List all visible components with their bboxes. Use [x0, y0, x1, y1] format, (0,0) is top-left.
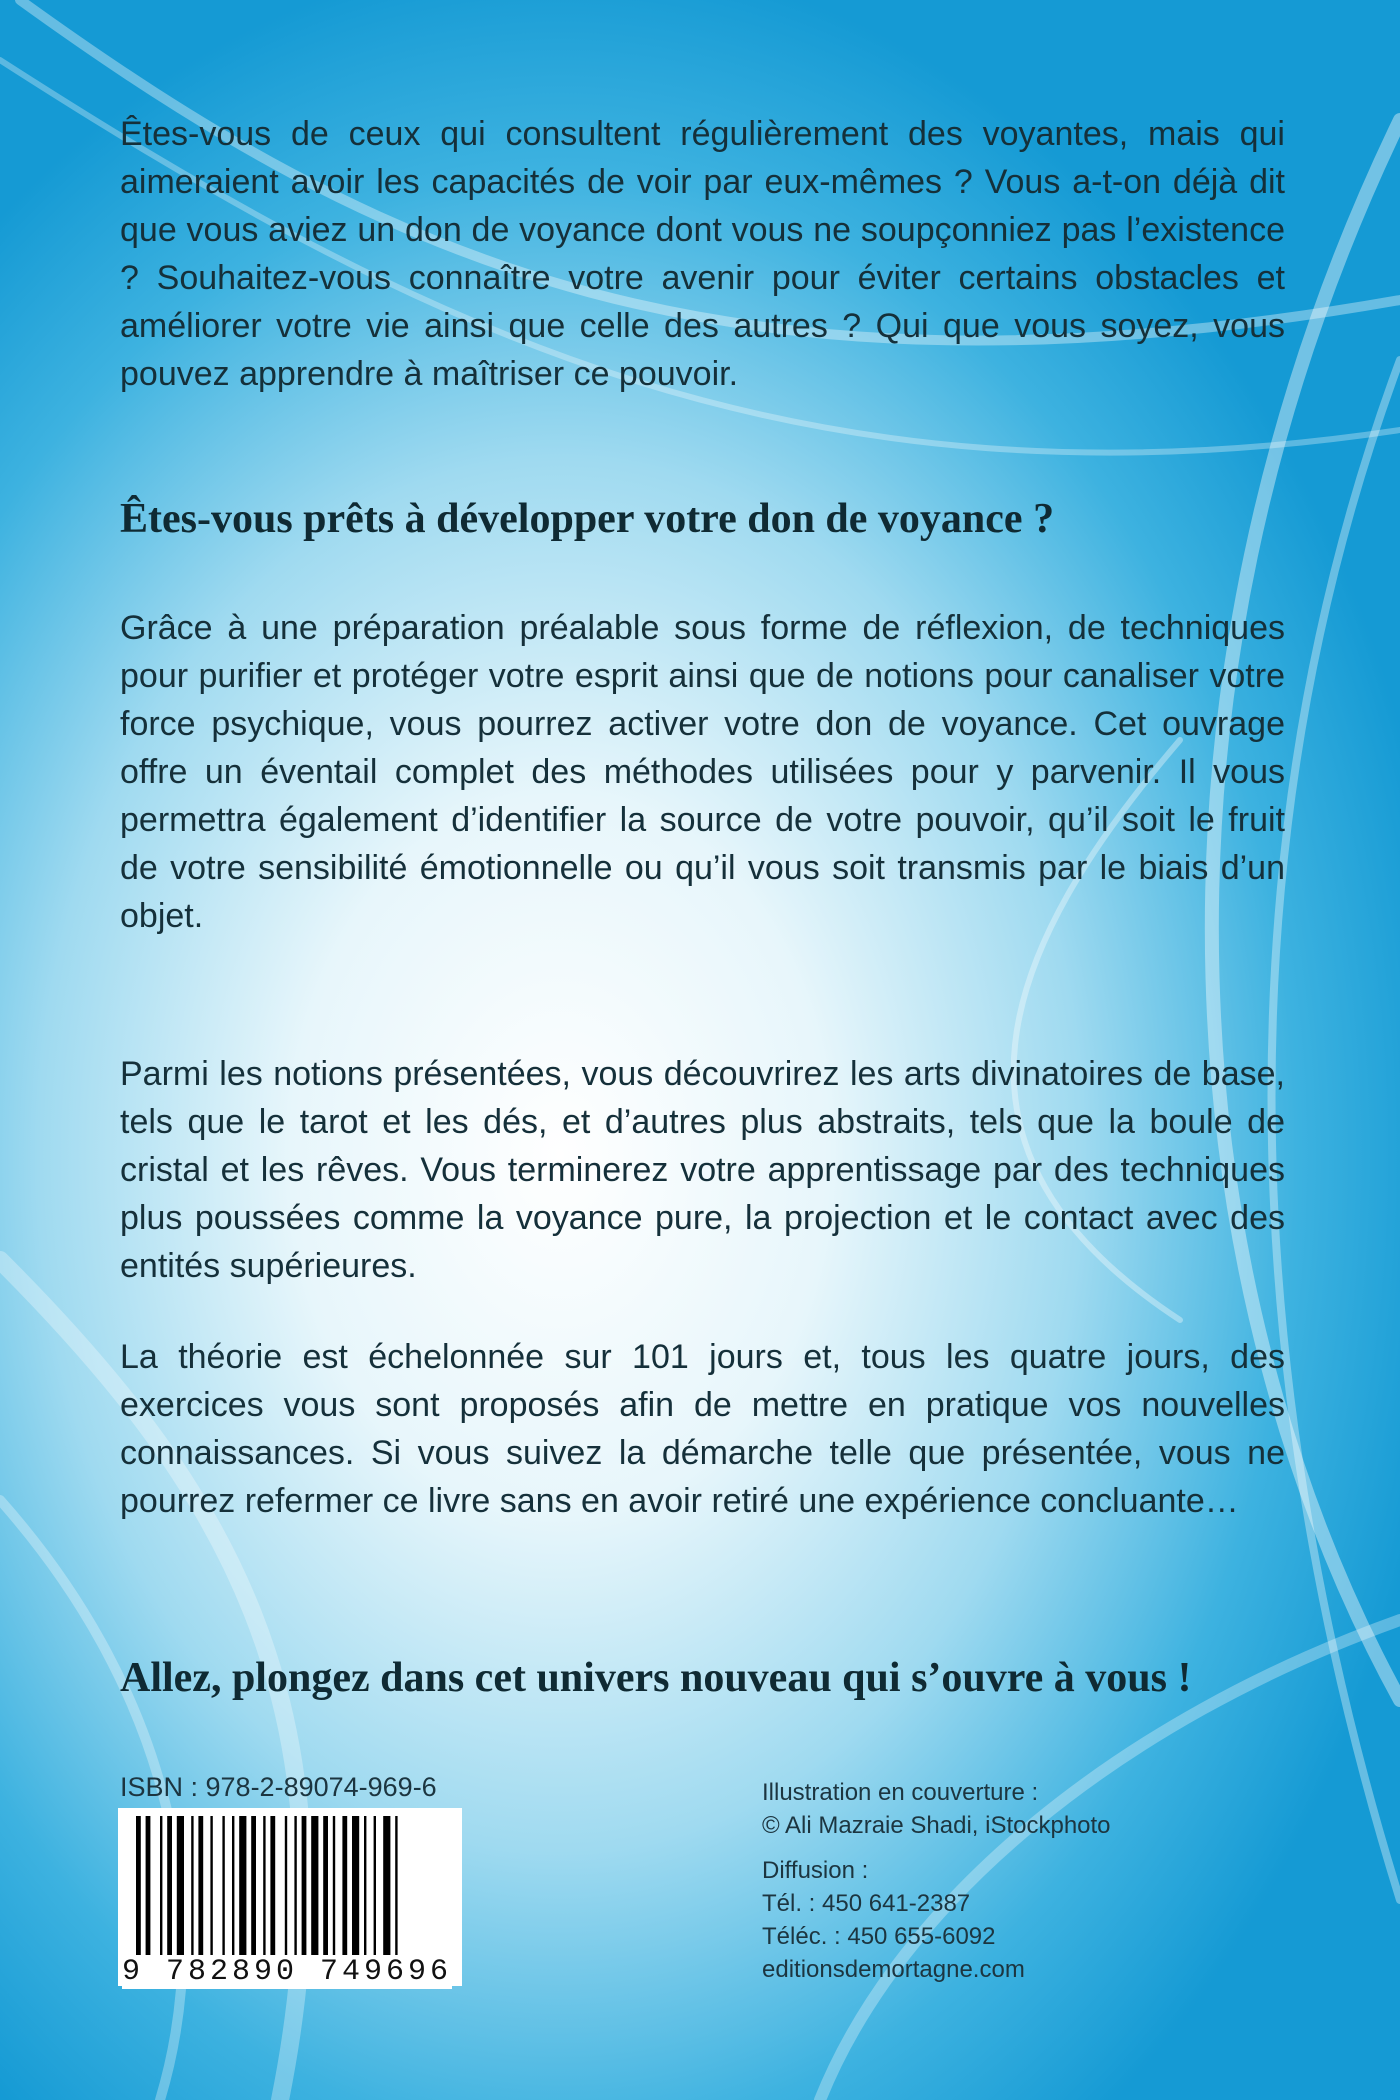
barcode-bar: [263, 1816, 265, 1956]
barcode-bar: [374, 1816, 376, 1956]
barcode-bar: [191, 1816, 193, 1956]
barcode-bar: [383, 1816, 390, 1956]
barcode-bar: [222, 1816, 224, 1956]
barcode-bar: [270, 1816, 275, 1976]
barcode-bar: [198, 1816, 203, 1956]
publisher-website: editionsdemortagne.com: [762, 1956, 1025, 1983]
barcode-bar: [210, 1816, 212, 1956]
section-heading: Êtes-vous prêts à développer votre don de voyance ?: [120, 496, 1055, 542]
barcode-bar: [352, 1816, 359, 1956]
isbn-label: ISBN : 978-2-89074-969-6: [120, 1772, 437, 1802]
closing-heading: Allez, plongez dans cet univers nouveau qui s’ouvre à vous !: [120, 1655, 1192, 1701]
barcode-bar: [364, 1816, 366, 1956]
illustration-label: Illustration en couverture :: [762, 1779, 1039, 1806]
illustration-credit: © Ali Mazraie Shadi, iStockphoto: [762, 1812, 1111, 1839]
barcode-bar: [395, 1816, 397, 1976]
barcode-bar: [146, 1816, 151, 1976]
barcode-bar: [177, 1816, 184, 1956]
barcode-bar: [285, 1816, 287, 1956]
notions-paragraph: Parmi les notions présentées, vous découvrirez les arts divinatoires de base, tels que le tarot et les dés, et d’autres plus abstraits, tels que la boule de cristal et les rêves. Vous terminerez votre apprentissage par des techniques plus poussées comme la voyance pure, la projection et le contact avec des entités supérieures.: [120, 1055, 1285, 1285]
schedule-paragraph: La théorie est échelonnée sur 101 jours et, tous les quatre jours, des exercices vous sont proposés afin de mettre en pratique vos nouvelles connaissances. Si vous suivez la démarche telle que présentée, vous ne pourrez refermer ce livre sans en avoir retiré une expérience concluante…: [120, 1338, 1285, 1520]
barcode-bar: [311, 1816, 318, 1956]
fax-number: Téléc. : 450 655-6092: [762, 1923, 996, 1950]
credits-block: [762, 1776, 1111, 1986]
barcode-bar: [167, 1816, 172, 1956]
diffusion-label: Diffusion :: [762, 1857, 869, 1884]
barcode-bar: [323, 1816, 328, 1956]
barcode-bar: [136, 1816, 141, 1976]
barcode-digits: 9 782890 749696: [122, 1955, 453, 1989]
intro-paragraph: Êtes-vous de ceux qui consultent régulièrement des voyantes, mais qui aimeraient avoir les capacités de voir par eux-mêmes ? Vous a-t-on déjà dit que vous aviez un don de voyance dont vous ne soupçonniez pas l’existence ? Souhaitez-vous connaître votre avenir pour éviter certains obstacles et améliorer votre vie ainsi que celle des autres ? Qui que vous soyez, vous pouvez apprendre à maîtriser ce pouvoir.: [120, 115, 1285, 393]
phone-number: Tél. : 450 641-2387: [762, 1890, 971, 1917]
barcode-bar: [251, 1816, 256, 1956]
barcode-bar: [342, 1816, 347, 1956]
method-paragraph: Grâce à une préparation préalable sous forme de réflexion, de techniques pour purifier et protéger votre esprit ainsi que de notions pour canaliser votre force psychique, vous pourrez activer votre don de voyance. Cet ouvrage offre un éventail complet des méthodes utilisées pour y parvenir. Il vous permettra également d’identifier la source de votre pouvoir, qu’il soit le fruit de votre sensibilité émotionnelle ou qu’il vous soit transmis par le biais d’un objet.: [120, 609, 1285, 935]
barcode-bar: [232, 1816, 234, 1956]
barcode-bar: [160, 1816, 162, 1956]
barcode-bar: [302, 1816, 307, 1956]
barcode-bar: [333, 1816, 335, 1956]
barcode-bar: [239, 1816, 246, 1956]
barcode-bar: [294, 1816, 296, 1956]
